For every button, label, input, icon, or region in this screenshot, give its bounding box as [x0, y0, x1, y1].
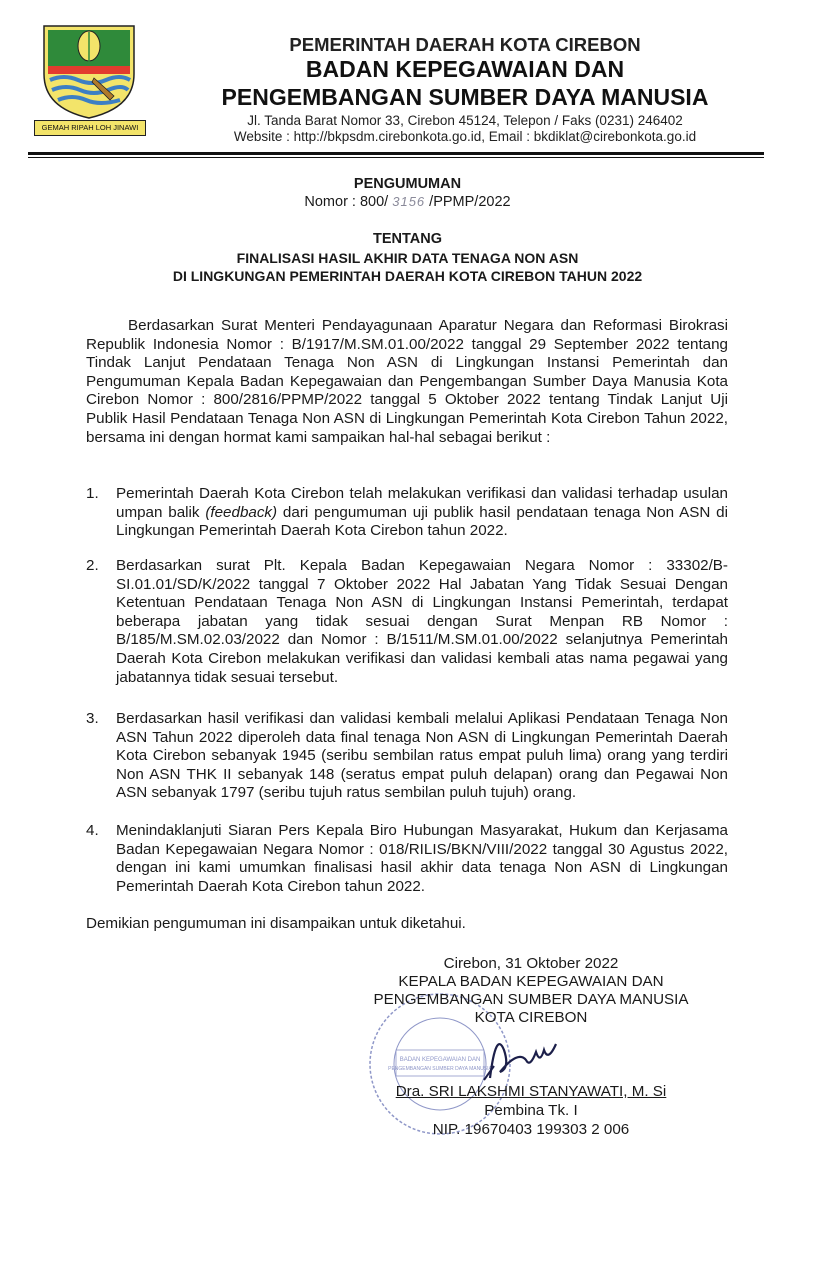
number-handwritten: 3156 [392, 194, 426, 209]
list-item-4 [86, 822, 728, 896]
number-prefix: Nomor : 800/ [304, 194, 393, 210]
signature-office-line2: PENGEMBANGAN SUMBER DAYA MANUSIA [373, 991, 689, 1008]
coat-of-arms-icon [34, 22, 144, 120]
item-number: 2. [86, 557, 99, 574]
logo-motto: GEMAH RIPAH LOH JINAWI [34, 120, 146, 136]
item-number: 4. [86, 822, 99, 839]
signature-office-line1: KEPALA BADAN KEPEGAWAIAN DAN [398, 973, 664, 990]
header-divider-thin [28, 157, 764, 158]
agency-name-line2: PENGEMBANGAN SUMBER DAYA MANUSIA [221, 84, 709, 110]
agency-name-line1: BADAN KEPEGAWAIAN DAN [305, 56, 625, 82]
item-text: Pemerintah Daerah Kota Cirebon telah melakukan verifikasi dan validasi terhadap usulan umpan balik (feedback) dari pengumuman uji publik hasil pendataan tenaga Non ASN di Lingkungan Pemerintah Daerah Kota Cirebon tahun 2022. [116, 485, 728, 540]
signature-place-date: Cirebon, 31 Oktober 2022 [443, 955, 619, 972]
signature-mark [470, 1020, 570, 1090]
signature-office-line3: KOTA CIREBON [474, 1009, 588, 1026]
item-number: 3. [86, 710, 99, 727]
opening-paragraph: Berdasarkan Surat Menteri Pendayagunaan Aparatur Negara dan Reformasi Birokrasi Republik Indonesia Nomor : B/1917/M.SM.01.00/2022 tanggal 29 September 2022 tentang Tindak Lanjut Pendataan Tenaga Non ASN di Lingkungan Instansi Pemerintah dan Pengumuman Kepala Badan Kepegawaian dan Pengembangan Sumber Daya Manusia Kota Cirebon Nomor : 800/2816/PPMP/2022 tanggal 5 Oktober 2022 tentang Tindak Lanjut Uji Publik Hasil Pendataan Tenaga Non ASN di Lingkungan Pemerintah Kota Cirebon Tahun 2022, bersama ini dengan hormat kami sampaikan hal-hal sebagai berikut : [86, 317, 728, 446]
about-heading: TENTANG [372, 231, 442, 247]
agency-address: Jl. Tanda Barat Nomor 33, Cirebon 45124, Telepon / Faks (0231) 246402 [247, 113, 683, 128]
government-name: PEMERINTAH DAERAH KOTA CIREBON [289, 34, 641, 55]
subject-line-1: FINALISASI HASIL AKHIR DATA TENAGA NON ASN [236, 250, 579, 266]
document-heading: PENGUMUMAN [353, 176, 462, 192]
closing-statement: Demikian pengumuman ini disampaikan untuk diketahui. [86, 915, 466, 932]
item-text: Berdasarkan hasil verifikasi dan validasi kembali melalui Aplikasi Pendataan Tenaga Non ASN Tahun 2022 diperoleh data final tenaga Non ASN di Lingkungan Pemerintah Daerah Kota Cirebon sebanyak 1945 (seribu sembilan ratus empat puluh lima) orang yang terdiri Non ASN THK II sebanyak 148 (seratus empat puluh delapan) orang dan Pegawai Non ASN sebanyak 1797 (seribu tujuh ratus sembilan puluh tujuh) orang. [116, 710, 728, 802]
number-suffix: /PPMP/2022 [425, 194, 511, 210]
subject-line-2: DI LINGKUNGAN PEMERINTAH DAERAH KOTA CIREBON TAHUN 2022 [172, 268, 643, 284]
signatory-rank: Pembina Tk. I [484, 1102, 578, 1119]
item-number: 1. [86, 485, 99, 502]
svg-text:BADAN KEPEGAWAIAN DAN: BADAN KEPEGAWAIAN DAN [399, 1057, 481, 1063]
signatory-nip: NIP. 19670403 199303 2 006 [432, 1121, 630, 1138]
city-logo [34, 22, 144, 142]
list-item-2 [86, 557, 728, 687]
signatory-name: Dra. SRI LAKSHMI STANYAWATI, M. Si [395, 1083, 667, 1100]
list-item-3 [86, 710, 728, 803]
agency-contact: Website : http://bkpsdm.cirebonkota.go.id, Email : bkdiklat@cirebonkota.go.id [233, 129, 697, 144]
item-text: Berdasarkan surat Plt. Kepala Badan Kepegawaian Negara Nomor : 33302/B-SI.01.01/SD/K/2022 tanggal 7 Oktober 2022 Hal Jabatan Yang Tidak Sesuai Dengan Ketentuan Pendataan Tenaga Non ASN di Lingkungan Instansi Pemerintah, terdapat beberapa jabatan yang tidak sesuai dengan Surat Menpan RB Nomor : B/185/M.SM.02.03/2022 dan Nomor : B/1511/M.SM.01.00/2022 selanjutnya Pemerintah Daerah Kota Cirebon melakukan verifikasi dan validasi kembali atas nama pegawai yang jabatannya tidak sesuai tersebut. [116, 557, 728, 686]
list-item-1 [86, 485, 728, 541]
document-number [0, 194, 815, 210]
header-divider-thick [28, 152, 764, 155]
svg-text:PENGEMBANGAN SUMBER DAYA MANUS: PENGEMBANGAN SUMBER DAYA MANUSIA [388, 1066, 492, 1072]
item-text: Menindaklanjuti Siaran Pers Kepala Biro Hubungan Masyarakat, Hukum dan Kerjasama Badan Kepegawaian Negara Nomor : 018/RILIS/BKN/VIII/2022 tanggal 30 Agustus 2022, dengan ini kami umumkan finalisasi hasil akhir data tenaga Non ASN di Lingkungan Pemerintah Daerah Kota Cirebon tahun 2022. [116, 822, 728, 895]
